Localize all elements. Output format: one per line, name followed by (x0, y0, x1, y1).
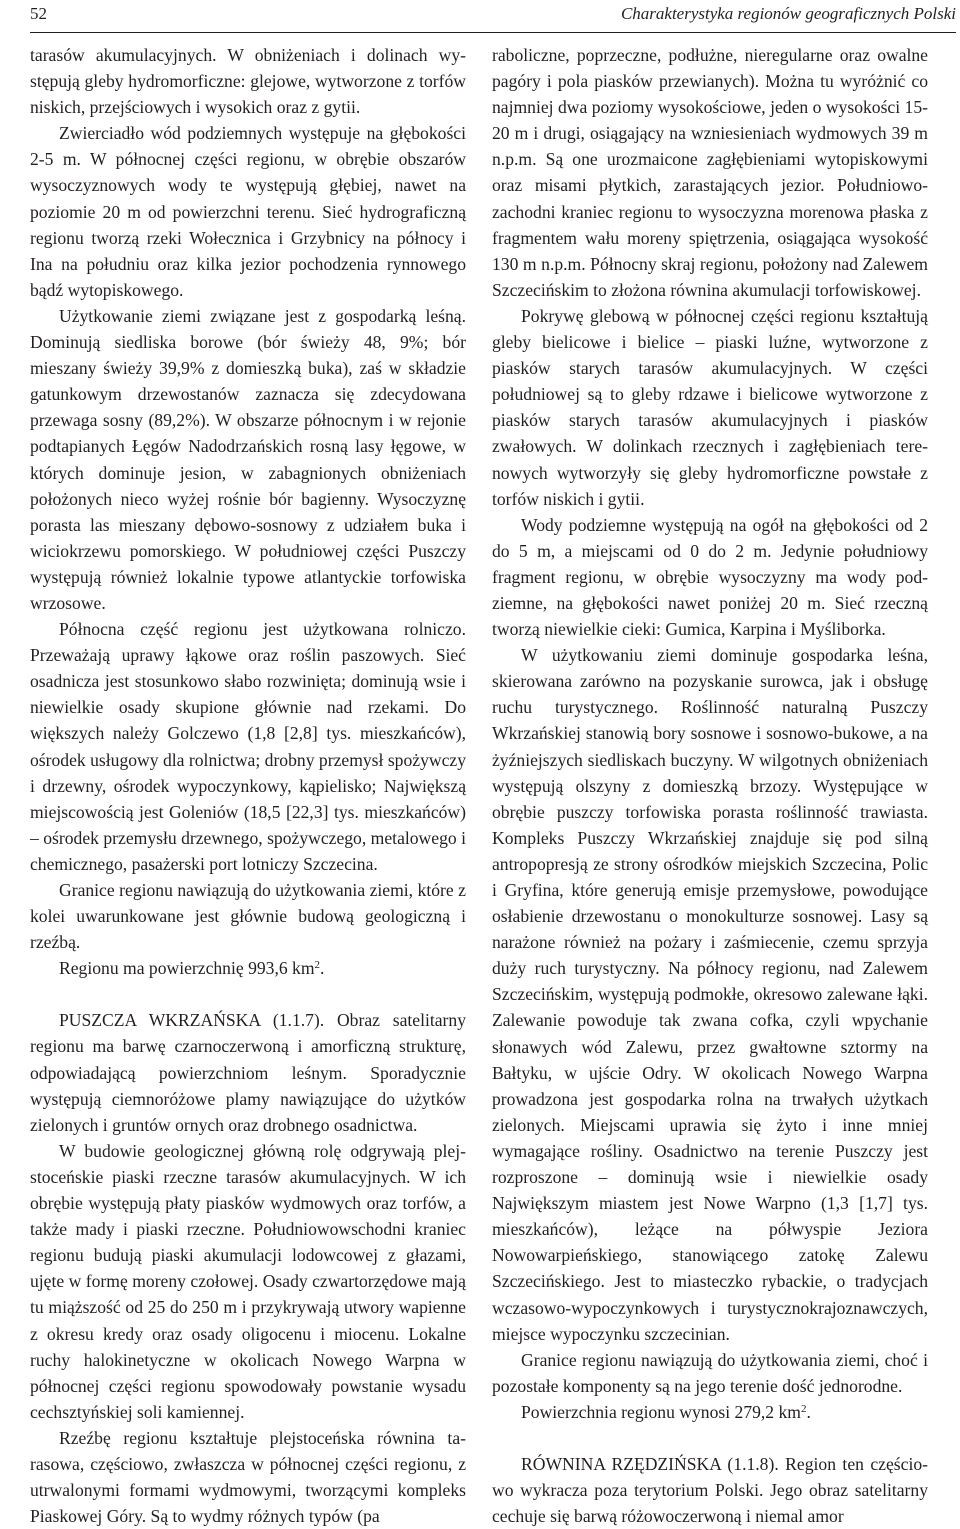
paragraph-area (492, 1399, 928, 1425)
section-text: Region ten częściowo wykracza poza terytorium Polski. Jego obraz satelitarny cechuje się barwą różowoczerwoną i niemal amor (492, 1453, 928, 1527)
paragraph: Granice regionu nawiązują do użytkowania ziemi, które z kolei uwarunkowane jest głównie budową geologiczną i rzeźbą. (30, 880, 466, 953)
paragraph: W użytkowaniu ziemi dominuje gospodarka leśna, skierowana zarówno na pozyskanie surowca, jak i obsługę ruchu turystycznego. Roślinność naturalną Puszczy Wkrzańskiej stanowią bory sosnowe i sosnowo-bukowe, a na żyźniejszych siedliskach buczyny. W wilgotnych obniżeniach występują olszyny z domieszką brzozy. Występujące w obrębie puszczy torfowiska porasta roślinność trawiasta. Kompleks Puszczy Wkrzańskiej znajduje się pod silną antropopresją ze strony ośrodków miejskich Szczecina, Polic i Gryfina, które generują emisje przemysłowe, powodujące osłabienie drzewostanu o monokulturze sosnowej. Lasy są narażone również na pożary i zaśmiecenie, czemu sprzyja duży ruch turystyczny. Na północy regionu, nad Zalewem Szczecińskim, występują podmokłe, okresowo zalewane łąki. Zalewanie powoduje tak zwana cofka, czyli wpychanie słonawych wód Zalewu, przez gwałtowne sztormy na Bałtyku, w ujście Odry. W okolicach Nowego Warpna prowadzona jest gospodarka rolna na trwałych użytkach zielonych. Miejscami uprawia się żyto i inne mniej wymagające rośliny. Osadnictwo na terenie Puszczy jest rozproszone – dominują wsie i niewielkie osady Największym miastem jest Nowe Warpno (1,3 [1,7] tys. mieszkańców), leżące na półwyspie Jeziora Nowowarpieńskiego, stanowiącego zatokę Zalewu Szczecińskiego. Jest to miasteczko rybackie, o tradycjach wczasowo-wypoczynkowych i turystycznokrajoznawczych, miejsce wypoczynku szczecinian. (492, 645, 928, 1344)
paragraph: Zwierciadło wód podziemnych występuje na głębokości 2-5 m. W północnej części regionu, w obrębie obszarów wysoczyznowych wody te występują głębiej, nawet na poziomie 20 m od powierzchni terenu. Sieć hydrograficzną regionu tworzą rzeki Wołecznica i Grzybnicy na północy i Ina na południu oraz kilka jezior pochodzenia rynnowego bądź wytopiskowego. (30, 123, 466, 300)
paragraph: W budowie geologicznej główną rolę odgrywają plejstoceńskie piaski rzeczne tarasów akumulacyjnych. W ich obrębie występują płaty piasków wydmowych oraz torfów, a także mady i piaski rzeczne. Południowowschodni kraniec regionu budują piaski akumulacji lodowcowej z głazami, ujęte w formę moreny czołowej. Osady czwartorzędowe mają tu miąższość od 25 do 250 m i przykrywają utwory wapienne z okresu kredy oraz osady oligocenu i miocenu. Lokalne ruchy halokinetyczne w okolicach Nowego Warpna w północnej części regionu spowodowały powstanie wysadu cechsztyńskiej soli kamiennej. (30, 1140, 466, 1422)
section-start-paragraph (492, 1451, 928, 1529)
area-end: . (806, 1401, 811, 1422)
section-heading: PUSZCZA WKRZAŃSKA (1.1.7). (59, 1010, 325, 1031)
paragraph: tarasów akumulacyjnych. W obniżeniach i dolinach występują gleby hydromorficzne: glejowe, wytworzone z torfów niskich, przejściowych i wysokich oraz z gytii. (30, 45, 466, 118)
page-header (30, 4, 956, 30)
page-number: 52 (30, 4, 47, 23)
section-start-paragraph (30, 1007, 466, 1137)
right-column (492, 42, 928, 1529)
paragraph-area (30, 955, 466, 981)
superscript: 2 (314, 959, 321, 972)
paragraph: Północna część regionu jest użytkowana rolniczo. Przeważają uprawy łąkowe oraz roślin paszowych. Sieć osadnicza jest stosunkowo słabo rozwinięta; dominują wsie i niewielkie osady skupione głównie nad rzekami. Do większych należy Golczewo (1,8 [2,8] tys. mieszkańców), ośrodek usługowy dla rolnictwa; drobny przemysł spożywczy i drzewny, ośrodek wypoczynkowy, kąpielisko; Największą miejscowością jest Goleniów (18,5 [22,3] tys. mieszkańców) – ośrodek przemysłu drzewnego, spożywczego, metalowego i chemicznego, pasażerski port lotniczy Szczecina. (30, 619, 466, 874)
section-heading: RÓWNINA RZĘDZIŃSKA (1.1.8). (521, 1453, 779, 1474)
section-text: Obraz satelitarny regionu ma barwę czarnoczerwoną i amorficzną strukturę, odpowiadającą powierzchniom leśnym. Sporadycznie występują ciemnoróżowe plamy nawiązujące do użytków zielonych i gruntów ornych oraz drobnego osadnictwa. (30, 1010, 467, 1135)
left-column (30, 42, 466, 1529)
running-title: Charakterystyka regionów geograficznych Polski (620, 4, 956, 23)
paragraph: raboliczne, poprzeczne, podłużne, nieregularne oraz owalne pagóry i pola piasków przewianych). Można tu wyróżnić co najmniej dwa poziomy wysokościowe, jeden o wysokości 15-20 m i drugi, osiągający na wzniesieniach wydmowych 39 m n.p.m. Są one urozmaicone zagłębieniami wytopiskowymi oraz misami płytkich, zarastających jezior. Południowo-zachodni kraniec regionu to wysoczyzna morenowa płaska z fragmentem wału moreny spiętrzenia, osiągająca wysokość 130 m n.p.m. Północny skraj regionu, położony nad Zalewem Szczecińskim to złożona równina akumulacji torfowiskowej. (492, 45, 928, 300)
paragraph: Pokrywę glebową w północnej części regionu kształtują gleby bielicowe i bielice – piaski luźne, wytworzone z piasków starych tarasów akumulacyjnych. W części południowej są to gleby rdzawe i bielicowe wytworzone z piasków starych tarasów akumulacyjnych i piasków zwałowych. W dolinkach rzecznych i zagłębieniach terenowych wytworzyły się gleby hydromorficzne powstałe z torfów niskich i gytii. (492, 305, 928, 509)
superscript: 2 (801, 1402, 807, 1415)
area-text: Powierzchnia regionu wynosi 279,2 km (521, 1401, 801, 1422)
paragraph: Wody podziemne występują na ogół na głębokości od 2 do 5 m, a miejscami od 0 do 2 m. Jedynie południowy fragment regionu, w obrębie wysoczyzny ma wody podziemne, na głębokości nawet poniżej 20 m. Sieć rzeczną tworzą niewielkie cieki: Gumica, Karpina i Myśliborka. (492, 514, 928, 640)
area-end: . (320, 958, 325, 979)
paragraph: Użytkowanie ziemi związane jest z gospodarką leśną. Dominują siedliska borowe (bór świeży 48, 9%; bór mieszany świeży 39,9% z domieszką buka), zaś w składzie gatunkowym drzewostanów zaznacza się zdecydowana przewaga sosny (89,2%). W obszarze północnym i w rejonie podtapianych Łęgów Nadodrzańskich rosną lasy łęgowe, w których dominuje jesion, w zabagnionych obniżeniach położonych nieco wyżej rośnie bór bagienny. Wysoczyznę porasta las mieszany dębowo-sosnowy z udziałem buka i wiciokrzewu pomorskiego. W południowej części Puszczy występują również lokalnie typowe atlantyckie torfowiska wrzosowe. (30, 305, 466, 613)
area-text: Regionu ma powierzchnię 993,6 km (59, 958, 315, 979)
header-rule (30, 32, 956, 33)
paragraph: Granice regionu nawiązują do użytkowania ziemi, choć i pozostałe komponenty są na jego terenie dość jednorodne. (492, 1349, 928, 1396)
paragraph: Rzeźbę regionu kształtuje plejstoceńska równina tarasowa, częściowo, zwłaszcza w północnej części regionu, z utrwalonymi formami wydmowymi, tworzącymi kompleks Piaskowej Góry. Są to wydmy różnych typów (pa (30, 1427, 466, 1527)
